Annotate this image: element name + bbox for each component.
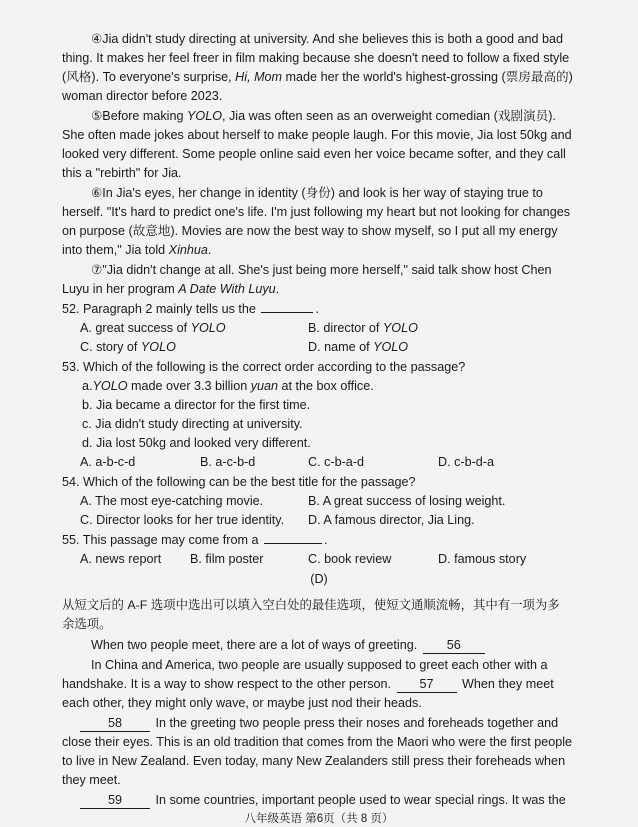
blank-58[interactable]: 58: [80, 716, 150, 732]
q52-option-d-label: D. name of: [308, 340, 374, 354]
p6-line-2: herself. "It's hard to predict one's life. I'm just following my heart but not looking for changes: [62, 205, 570, 219]
section-d-instruction-1: 从短文后的 A-F 选项中选出可以填入空白处的最佳选项，使短文通顺流畅，其中有一项为多: [62, 598, 560, 612]
q55-stem-end: .: [323, 533, 328, 547]
q55-option-a[interactable]: A. news report: [80, 552, 162, 566]
p5-line-1: [91, 107, 613, 126]
passage-d-line-8: they meet.: [62, 773, 121, 787]
passage-d-line-3: [62, 675, 584, 694]
p5-line-1-text: ⑤Before making: [91, 109, 187, 123]
p7-line-2-text: Luyu in her program: [62, 282, 179, 296]
q53-option-a[interactable]: A. a-b-c-d: [80, 455, 136, 469]
p6-line-4-end: .: [207, 243, 212, 257]
passage-d-line-9-text: In some countries, important people used to wear special rings. It was the: [155, 793, 566, 807]
q52-option-b-label: B. director of: [308, 321, 383, 335]
section-d-instruction-2: 余选项。: [62, 617, 112, 631]
p4-line-3: [62, 68, 584, 87]
q52-option-d[interactable]: [308, 338, 408, 357]
passage-d-line-1-text: When two people meet, there are a lot of ways of greeting.: [91, 638, 418, 652]
q54-option-d[interactable]: D. A famous director, Jia Ling.: [308, 513, 475, 527]
passage-d-line-3-text: handshake. It is a way to show respect to the other person.: [62, 677, 392, 691]
q52-option-d-title: YOLO: [373, 340, 409, 354]
passage-d-line-7: to live in New Zealand. Even today, many New Zealanders still press their foreheads when: [62, 754, 566, 768]
blank-56[interactable]: 56: [423, 638, 485, 654]
q53-event-a-text: made over 3.3 billion: [127, 379, 251, 393]
p5-line-3: looked very different. Some people online said even her voice became softer, and they call: [62, 147, 566, 161]
source-xinhua: Xinhua: [168, 243, 208, 257]
p4-line-2: thing. It makes her feel freer in film making because she doesn't need to follow a fixed style: [62, 51, 570, 65]
q53-event-a-letter: a.: [82, 379, 93, 393]
q52-option-b-title: YOLO: [382, 321, 418, 335]
q53-event-a: [82, 377, 374, 396]
p6-line-4: [62, 241, 584, 260]
q54-option-b[interactable]: B. A great success of losing weight.: [308, 494, 506, 508]
page-footer: 八年级英语 第6页（共 8 页）: [244, 813, 394, 825]
q52-option-c-title: YOLO: [140, 340, 176, 354]
question-53-stem: 53. Which of the following is the correct order according to the passage?: [62, 360, 466, 374]
p5-line-4: this a "rebirth" for Jia.: [62, 166, 182, 180]
q52-answer-blank[interactable]: [261, 312, 313, 313]
program-title: A Date With Luyu: [178, 282, 276, 296]
q52-option-b[interactable]: [308, 319, 418, 338]
question-54-stem: 54. Which of the following can be the best title for the passage?: [62, 475, 416, 489]
q54-option-a[interactable]: A. The most eye-catching movie.: [80, 494, 264, 508]
p6-line-4-text: into them," Jia told: [62, 243, 169, 257]
question-52-stem: [62, 300, 584, 319]
passage-d-line-3-end: When they meet: [462, 677, 554, 691]
passage-d-line-5-text: In the greeting two people press their noses and foreheads together and: [155, 716, 559, 730]
p5-line-2: She often made jokes about herself to make people laugh. For this movie, Jia lost 50kg and: [62, 128, 572, 142]
passage-d-line-9: [62, 791, 584, 810]
p7-line-1: ⑦"Jia didn't change at all. She's just being more herself," said talk show host Chen: [91, 263, 552, 277]
passage-d-line-2: In China and America, two people are usually supposed to greet each other with a: [91, 658, 548, 672]
q52-stem-end: .: [315, 302, 319, 316]
p6-line-3: on purpose (故意地). Movies are now the best way to show myself, so I put all my energy: [62, 224, 558, 238]
q53-option-c[interactable]: C. c-b-a-d: [308, 455, 364, 469]
q55-option-c[interactable]: C. book review: [308, 552, 392, 566]
question-55-stem: [62, 531, 584, 550]
q53-event-a-unit: yuan: [250, 379, 279, 393]
q53-event-d: d. Jia lost 50kg and looked very different.: [82, 436, 311, 450]
q52-option-a[interactable]: [80, 319, 226, 338]
q52-option-c-label: C. story of: [80, 340, 141, 354]
p6-line-1: ⑥In Jia's eyes, her change in identity (身份) and look is her way of staying true to: [91, 186, 543, 200]
movie-title-hi-mom: Hi, Mom: [235, 70, 283, 84]
q55-stem-text: 55. This passage may come from a: [62, 533, 259, 547]
q53-event-a-title: YOLO: [92, 379, 128, 393]
p4-line-3-text: (风格). To everyone's surprise,: [62, 70, 236, 84]
p5-line-1-text-end: , Jia was often seen as an overweight comedian (戏剧演员).: [222, 109, 556, 123]
section-d-label: (D): [310, 572, 328, 586]
q53-option-b[interactable]: B. a-c-b-d: [200, 455, 256, 469]
p7-line-2: [62, 280, 584, 299]
passage-d-line-6: close their eyes. This is an old tradition that comes from the Maori who were the first people: [62, 735, 573, 749]
blank-59[interactable]: 59: [80, 793, 150, 809]
movie-title-yolo: YOLO: [187, 109, 222, 123]
q53-event-b: b. Jia became a director for the first time.: [82, 398, 311, 412]
p4-line-3-text-end: made her the world's highest-grossing (票房最高的): [282, 70, 573, 84]
q53-event-c: c. Jia didn't study directing at university.: [82, 417, 303, 431]
blank-57[interactable]: 57: [397, 677, 457, 693]
passage-d-line-4: each other, they might only wave, or maybe just nod their heads.: [62, 696, 422, 710]
q52-option-c[interactable]: [80, 338, 176, 357]
q55-option-b[interactable]: B. film poster: [190, 552, 264, 566]
q55-option-d[interactable]: D. famous story: [438, 552, 527, 566]
q53-option-d[interactable]: D. c-b-d-a: [438, 455, 494, 469]
p4-line-4: woman director before 2023.: [62, 89, 223, 103]
q54-option-c[interactable]: C. Director looks for her true identity.: [80, 513, 285, 527]
passage-d-line-5: [62, 714, 584, 733]
p4-line-1: ④Jia didn't study directing at university. And she believes this is both a good and bad: [91, 32, 564, 46]
q53-event-a-end: at the box office.: [278, 379, 374, 393]
p7-line-2-end: .: [275, 282, 280, 296]
q52-option-a-label: A. great success of: [80, 321, 191, 335]
passage-d-line-1: [91, 636, 613, 655]
q55-answer-blank[interactable]: [264, 543, 322, 544]
q52-stem-text: 52. Paragraph 2 mainly tells us the: [62, 302, 256, 316]
q52-option-a-title: YOLO: [190, 321, 226, 335]
